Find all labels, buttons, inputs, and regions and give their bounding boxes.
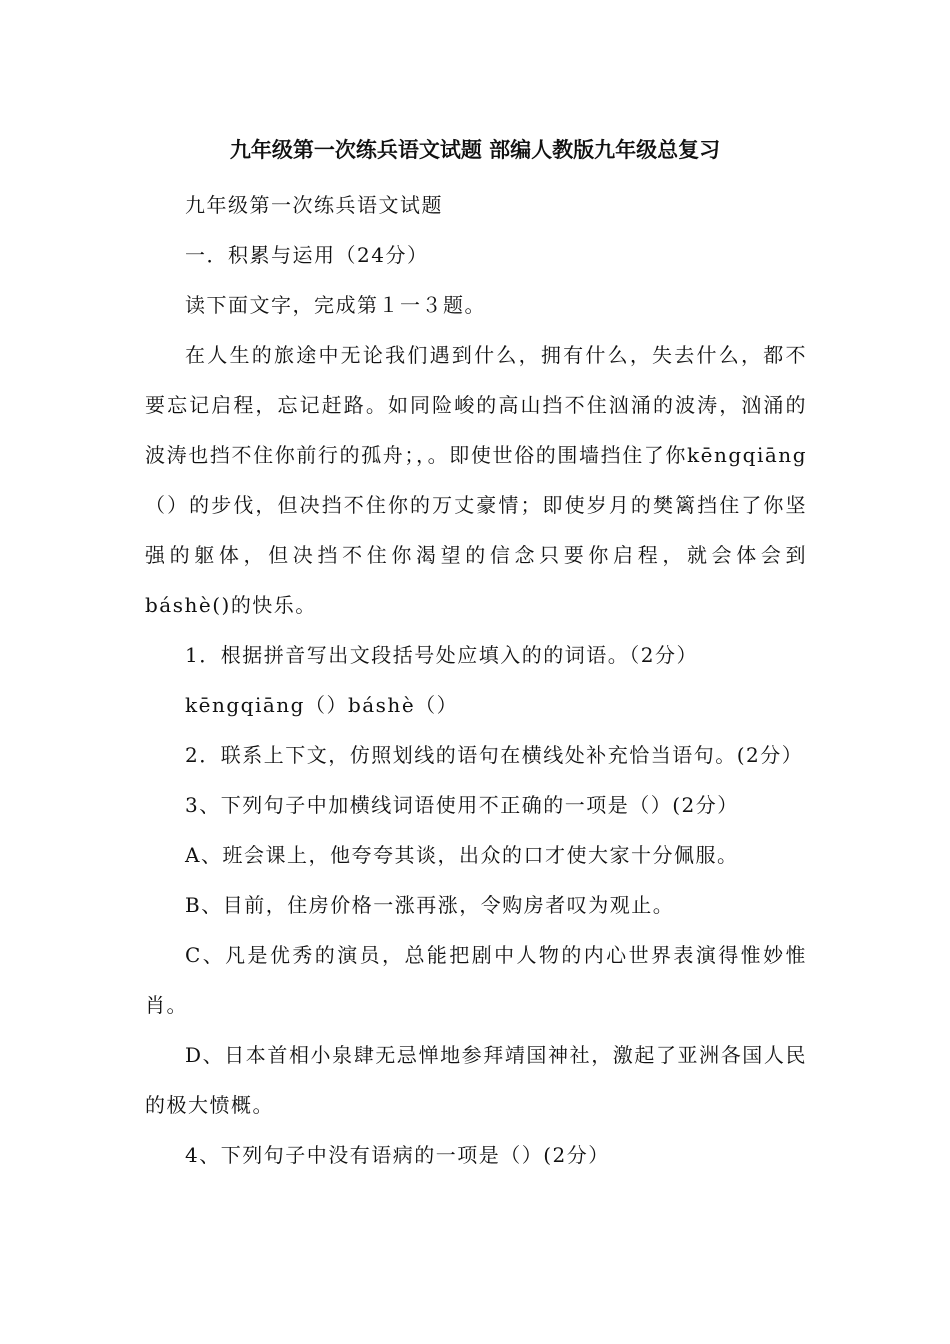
paragraph-reading-passage: 在人生的旅途中无论我们遇到什么，拥有什么，失去什么，都不要忘记启程，忘记赶路。如同险峻的高山挡不住汹涌的波涛，汹涌的波涛也挡不住你前行的孤舟；，。即使世俗的围墙挡住了你kēngqiāng（）的步伐，但决挡不住你的万丈豪情；即使岁月的樊篱挡住了你坚强的躯体，但决挡不住你渴望的信念只要你启程，就会体会到báshè()的快乐。: [145, 343, 807, 617]
paragraph-option-b: B、目前，住房价格一涨再涨，令购房者叹为观止。: [185, 893, 675, 917]
paragraph-option-d: D、日本首相小泉肆无忌惮地参拜靖国神社，激起了亚洲各国人民的极大愤概。: [145, 1043, 807, 1117]
document-body: [145, 180, 807, 1180]
paragraph-option-c: C、凡是优秀的演员，总能把剧中人物的内心世界表演得惟妙惟肖。: [145, 943, 807, 1017]
paragraph-question-1: 1．根据拼音写出文段括号处应填入的的词语。（2分）: [185, 643, 698, 667]
paragraph-question-4: 4、下列句子中没有语病的一项是（）(2分）: [185, 1143, 610, 1167]
paragraph-question-3: 3、下列句子中加横线词语使用不正确的一项是（）(2分）: [185, 793, 739, 817]
paragraph-question-2: 2．联系上下文，仿照划线的语句在横线处补充恰当语句。(2分）: [185, 743, 804, 767]
paragraph-exam-name: 九年级第一次练兵语文试题: [185, 193, 443, 217]
document-title: 九年级第一次练兵语文试题 部编人教版九年级总复习: [229, 138, 721, 162]
paragraph-instruction: 读下面文字，完成第１一３题。: [185, 293, 486, 317]
paragraph-option-a: A、班会课上，他夸夸其谈，出众的口才使大家十分佩服。: [185, 843, 739, 867]
paragraph-section-heading: 一．积累与运用（24分）: [185, 243, 429, 267]
paragraph-question-1-blanks: kēngqiāng（）báshè（）: [185, 693, 459, 717]
